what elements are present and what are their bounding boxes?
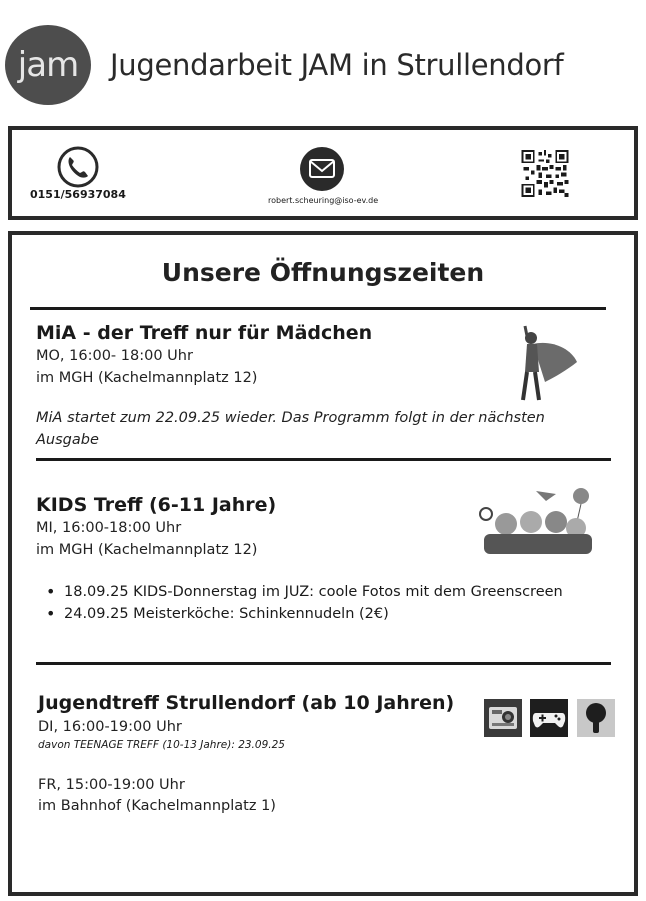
phone-icon bbox=[57, 146, 99, 188]
divider bbox=[30, 307, 606, 310]
divider bbox=[36, 662, 611, 665]
kids-group-icon bbox=[476, 486, 596, 556]
kids-time: MI, 16:00-18:00 Uhr bbox=[36, 520, 182, 536]
jugendtreff-title: Jugendtreff Strullendorf (ab 10 Jahren) bbox=[38, 692, 455, 714]
mia-time: MO, 16:00- 18:00 Uhr bbox=[36, 348, 193, 364]
mail-icon bbox=[298, 146, 346, 192]
superhero-girl-icon bbox=[515, 322, 580, 404]
phone-number[interactable]: 0151/56937084 bbox=[30, 188, 126, 201]
section-heading: Unsere Öffnungszeiten bbox=[161, 258, 485, 287]
jugendtreff-time-friday: FR, 15:00-19:00 Uhr bbox=[38, 777, 185, 793]
logo-text: jam bbox=[17, 45, 79, 85]
jugendtreff-time-tuesday: DI, 16:00-19:00 Uhr bbox=[38, 719, 182, 735]
gamepad-icon bbox=[530, 699, 568, 737]
teenage-treff-note: davon TEENAGE TREFF (10-13 Jahre): 23.09.25 bbox=[38, 739, 285, 751]
jam-logo bbox=[5, 25, 91, 105]
mia-note-line1: MiA startet zum 22.09.25 wieder. Das Programm folgt in der nächsten bbox=[36, 410, 545, 426]
list-item: • 24.09.25 Meisterköche: Schinkennudeln (2€) bbox=[38, 603, 563, 625]
list-item: • 18.09.25 KIDS-Donnerstag im JUZ: coole Fotos mit dem Greenscreen bbox=[38, 581, 563, 603]
kids-title: KIDS Treff (6-11 Jahre) bbox=[36, 494, 277, 516]
mia-title: MiA - der Treff nur für Mädchen bbox=[36, 322, 373, 344]
kids-place: im MGH (Kachelmannplatz 12) bbox=[36, 542, 258, 558]
mia-place: im MGH (Kachelmannplatz 12) bbox=[36, 370, 258, 386]
table-tennis-icon bbox=[577, 699, 615, 737]
page-title: Jugendarbeit JAM in Strullendorf bbox=[110, 48, 564, 82]
jugendtreff-place: im Bahnhof (Kachelmannplatz 1) bbox=[38, 798, 276, 814]
divider bbox=[36, 458, 611, 461]
email-address[interactable]: robert.scheuring@iso-ev.de bbox=[268, 196, 379, 205]
mia-note-line2: Ausgabe bbox=[36, 432, 99, 448]
qr-code-icon[interactable] bbox=[520, 150, 570, 197]
kids-events bbox=[38, 581, 563, 625]
instant-camera-icon bbox=[484, 699, 522, 737]
